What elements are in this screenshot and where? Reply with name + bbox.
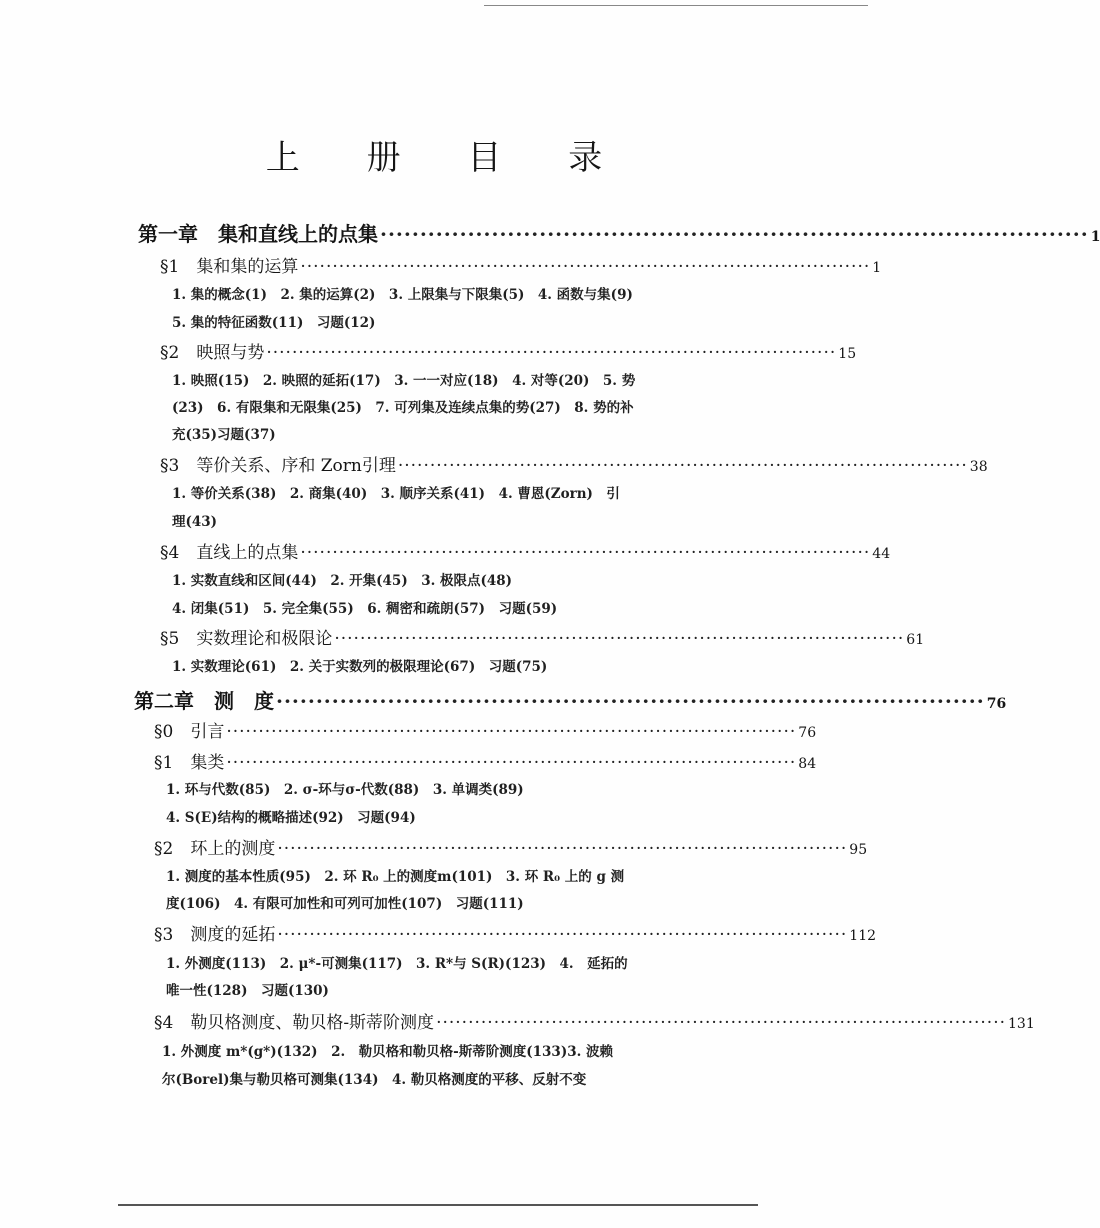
subsection-line: 充(35)习题(37) [172,427,276,443]
page-number: 95 [849,842,868,858]
bottom-edge-line [118,1204,758,1206]
page-number: 76 [986,696,1007,712]
leader-dots: ························································································· [300,257,871,277]
subsection-line: 度(106) 4. 有限可加性和可列可加性(107) 习题(111) [166,896,524,912]
leader-dots: ························································································· [300,543,871,563]
section-entry[interactable] [154,748,817,773]
leader-dots: ························································································· [226,753,797,773]
section-label: §5 实数理论和极限论 [160,629,333,649]
section-label: §1 集和集的运算 [160,257,299,277]
page-number: 84 [798,756,817,772]
chapter-entry[interactable] [134,685,1007,714]
section-entry[interactable] [160,624,925,649]
subsection-line: 尔(Borel)集与勒贝格可测集(134) 4. 勒贝格测度的平移、反射不变 [162,1072,587,1088]
section-entry[interactable] [154,920,877,945]
subsection-line: 1. 环与代数(85) 2. σ-环与σ-代数(88) 3. 单调类(89) [166,782,524,798]
section-label: §4 勒贝格测度、勒贝格-斯蒂阶测度 [154,1013,435,1033]
subsection-line: 唯一性(128) 习题(130) [166,983,329,999]
leader-dots: ························································································· [266,343,837,363]
page-number: 15 [838,346,857,362]
subsection-line: 1. 测度的基本性质(95) 2. 环 R₀ 上的测度m(101) 3. 环 R₀ 上的 g 测 [166,869,625,885]
subsection-line: 5. 集的特征函数(11) 习题(12) [172,315,376,331]
subsection-line: 1. 映照(15) 2. 映照的延拓(17) 3. 一一对应(18) 4. 对等(20) 5. 势 [172,373,636,389]
section-label: §3 测度的延拓 [154,925,276,945]
page-number: 131 [1008,1016,1035,1032]
page-number: 112 [849,928,877,944]
section-entry[interactable] [160,451,988,476]
section-label: §3 等价关系、序和 Zorn引理 [160,456,396,476]
chapter-label: 第二章 测 度 [134,689,274,713]
page-number: 1 [872,260,882,276]
subsection-line: 1. 等价关系(38) 2. 商集(40) 3. 顺序关系(41) 4. 曹恩(Zorn) 引 [172,486,620,502]
subsection-line: (23) 6. 有限集和无限集(25) 7. 可列集及连续点集的势(27) 8. 势的补 [172,400,634,416]
subsection-line: 1. 实数理论(61) 2. 关于实数列的极限理论(67) 习题(75) [172,659,548,675]
page-title: 上 册 目 录 [265,138,631,178]
subsection-line: 1. 外测度 m*(g*)(132) 2. 勒贝格和勒贝格-斯蒂阶测度(133)3. 波赖 [162,1044,614,1060]
leader-dots: ························································································· [276,689,985,713]
subsection-line: 1. 集的概念(1) 2. 集的运算(2) 3. 上限集与下限集(5) 4. 函数与集(9) [172,287,633,303]
subsection-line: 1. 实数直线和区间(44) 2. 开集(45) 3. 极限点(48) [172,573,513,589]
section-entry[interactable] [160,252,882,277]
leader-dots: ························································································· [334,629,905,649]
section-label: §1 集类 [154,753,225,773]
section-entry[interactable] [160,338,857,363]
subsection-line: 1. 外测度(113) 2. μ*-可测集(117) 3. R*与 S(R)(123) 4. 延拓的 [166,956,628,972]
page-number: 1 [1090,229,1100,245]
page-number: 76 [798,725,817,741]
section-label: §0 引言 [154,722,225,742]
leader-dots: ························································································· [277,925,848,945]
chapter-entry[interactable] [138,218,1100,247]
section-label: §2 映照与势 [160,343,265,363]
leader-dots: ························································································· [436,1013,1007,1033]
section-entry[interactable] [154,1008,1035,1033]
section-label: §4 直线上的点集 [160,543,299,563]
section-entry[interactable] [160,538,891,563]
top-edge-line [484,5,868,6]
subsection-line: 理(43) [172,514,218,530]
section-entry[interactable] [154,717,817,742]
leader-dots: ························································································· [380,222,1089,246]
leader-dots: ························································································· [226,722,797,742]
subsection-line: 4. S(E)结构的概略描述(92) 习题(94) [166,810,416,826]
leader-dots: ························································································· [397,456,968,476]
section-label: §2 环上的测度 [154,839,276,859]
section-entry[interactable] [154,834,868,859]
chapter-label: 第一章 集和直线上的点集 [138,222,378,246]
page-number: 61 [906,632,925,648]
page-number: 44 [872,546,891,562]
subsection-line: 4. 闭集(51) 5. 完全集(55) 6. 稠密和疏朗(57) 习题(59) [172,601,558,617]
page-number: 38 [969,459,988,475]
leader-dots: ························································································· [277,839,848,859]
